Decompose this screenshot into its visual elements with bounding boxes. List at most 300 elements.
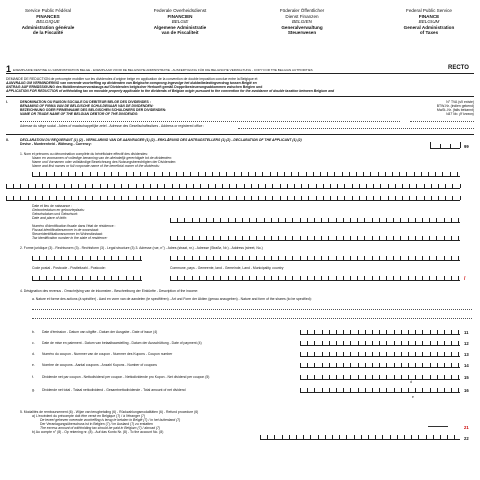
comb-tick	[415, 236, 416, 240]
comb-tick	[358, 352, 359, 356]
row-letter: g.	[32, 388, 35, 392]
comb-tick	[13, 184, 14, 188]
comb-tick	[375, 435, 376, 439]
comb-tick	[408, 352, 409, 356]
comb-tick	[271, 236, 272, 240]
comb-tick	[415, 341, 416, 345]
comb-tick	[251, 184, 252, 188]
comb-tick	[235, 236, 236, 240]
comb-tick	[222, 196, 223, 200]
beneficiary-name-field[interactable]	[32, 170, 460, 177]
item-5-block	[20, 410, 198, 435]
comb-tick	[234, 172, 235, 176]
comb-tick	[329, 375, 330, 379]
comb-tick	[287, 184, 288, 188]
comb-tick	[258, 196, 259, 200]
comb-tick	[400, 218, 401, 222]
comb-tick	[346, 435, 347, 439]
section-1-number: I.	[6, 100, 8, 104]
comb-tick	[292, 236, 293, 240]
comb-tick	[285, 256, 286, 260]
comb-tick	[184, 218, 185, 222]
code-21: 21	[464, 425, 469, 430]
comb-tick	[404, 435, 405, 439]
comb-tick	[422, 388, 423, 392]
comb-tick	[140, 172, 141, 176]
comb-tick	[177, 276, 178, 280]
comb-tick	[308, 184, 309, 188]
postal-code-label: Code postal - Postcode - Postleitzahl - Postcode:	[32, 266, 106, 270]
comb-tick	[256, 256, 257, 260]
comb-tick	[128, 184, 129, 188]
item-1-labels	[20, 152, 176, 168]
municipality-field[interactable]	[170, 274, 460, 281]
comb-tick	[386, 388, 387, 392]
comb-tick	[244, 184, 245, 188]
comb-tick	[386, 352, 387, 356]
comb-tick	[379, 363, 380, 367]
comb-tick	[68, 276, 69, 280]
comb-tick	[424, 184, 425, 188]
taxid-line: Tax identification number in the state of residence:	[32, 236, 108, 241]
comb-tick	[206, 218, 207, 222]
comb-tick	[365, 375, 366, 379]
comb-tick	[430, 330, 431, 334]
comb-tick	[437, 363, 438, 367]
postal-code-field[interactable]	[32, 274, 142, 281]
comb-tick	[343, 276, 344, 280]
comb-tick	[140, 276, 141, 280]
comb-tick	[380, 196, 381, 200]
comb-tick	[280, 184, 281, 188]
comb-tick	[379, 330, 380, 334]
comb-tick	[358, 388, 359, 392]
comb-tick	[401, 330, 402, 334]
comb-tick	[193, 196, 194, 200]
comb-tick	[68, 256, 69, 260]
comb-tick	[206, 256, 207, 260]
comb-tick	[343, 341, 344, 345]
birth-date-place-field[interactable]	[170, 216, 460, 223]
comb-tick	[422, 236, 423, 240]
section-1-line: BEZEICHNUNG ODER FIRMENNAME DES BELGISCHEN SCHULDNERS DER DIVIDENDEN:	[20, 108, 167, 113]
comb-tick	[365, 388, 366, 392]
comb-tick	[350, 363, 351, 367]
comb-tick	[356, 172, 357, 176]
comb-tick	[307, 388, 308, 392]
recto-label: RECTO	[448, 65, 469, 71]
comb-tick	[307, 341, 308, 345]
comb-tick	[193, 184, 194, 188]
comb-tick	[444, 276, 445, 280]
comb-tick	[386, 341, 387, 345]
comb-tick	[388, 184, 389, 188]
item-5-line: a) L'excédent du précompte doit être versé en Belgique (7) / à l'étranger (7)	[32, 414, 146, 419]
row-code: 11	[464, 330, 469, 335]
comb-tick	[401, 352, 402, 356]
comb-tick	[256, 218, 257, 222]
comb-tick	[444, 363, 445, 367]
comb-tick	[352, 196, 353, 200]
comb-tick	[199, 256, 200, 260]
comb-tick	[350, 388, 351, 392]
comb-tick	[172, 184, 173, 188]
comb-tick	[272, 184, 273, 188]
comb-tick	[54, 172, 55, 176]
comb-tick	[226, 172, 227, 176]
comb-tick	[336, 375, 337, 379]
comb-tick	[336, 236, 337, 240]
comb-tick	[444, 341, 445, 345]
comb-tick	[402, 184, 403, 188]
comb-tick	[97, 276, 98, 280]
comb-tick	[307, 236, 308, 240]
comb-tick	[451, 341, 452, 345]
comb-tick	[350, 236, 351, 240]
comb-tick	[256, 236, 257, 240]
row-letter: c.	[32, 341, 35, 345]
comb-tick	[343, 236, 344, 240]
header-line: Föderaler Öffentlicher	[279, 8, 325, 13]
section-1-line: NAME OR TRADE NAME OF THE BELGIAN DEBTOR OF THE DIVIDENDS:	[20, 112, 139, 117]
comb-tick	[213, 256, 214, 260]
comb-tick	[400, 276, 401, 280]
comb-tick	[272, 196, 273, 200]
comb-tick	[133, 256, 134, 260]
comb-tick	[357, 256, 358, 260]
comb-tick	[260, 435, 261, 439]
comb-tick	[150, 196, 151, 200]
comb-tick	[359, 184, 360, 188]
comb-tick	[460, 196, 461, 200]
comb-tick	[393, 236, 394, 240]
comb-tick	[339, 435, 340, 439]
account-number-field[interactable]	[260, 433, 460, 440]
comb-tick	[235, 276, 236, 280]
comb-tick	[372, 352, 373, 356]
comb-tick	[314, 352, 315, 356]
red-mark: /	[464, 276, 466, 282]
comb-tick	[421, 172, 422, 176]
row-letter: e.	[32, 363, 35, 367]
comb-tick	[350, 352, 351, 356]
section-1-line: BENAMING OF FIRMA VAN DE BELGISCHE SCHULDENAAR VAN DE DIVIDENDEN:	[20, 104, 154, 109]
comb-tick	[39, 256, 40, 260]
comb-tick	[75, 256, 76, 260]
comb-tick	[71, 184, 72, 188]
comb-tick	[35, 184, 36, 188]
comb-tick	[372, 341, 373, 345]
comb-tick	[370, 172, 371, 176]
comb-tick	[169, 172, 170, 176]
comb-tick	[368, 435, 369, 439]
comb-tick	[242, 256, 243, 260]
comb-tick	[385, 172, 386, 176]
comb-tick	[228, 236, 229, 240]
row-value-field[interactable]	[300, 361, 460, 368]
row-code: 12	[464, 341, 469, 346]
shares-nature-field[interactable]	[32, 309, 472, 310]
comb-tick	[300, 256, 301, 260]
comb-tick	[457, 172, 458, 176]
comb-tick	[372, 236, 373, 240]
item-5-line: The excess amount of withholding tax should be paid in Belgium (7) / abroad (7)	[40, 426, 161, 431]
header-col-en	[385, 8, 473, 36]
row-label: Dividende net par coupon - Nettodividend per coupon - Nettodividende pro Kupon - Net dividend per coupon (5)	[42, 375, 210, 379]
beneficiary-name-field-2[interactable]	[6, 182, 460, 189]
comb-tick	[336, 218, 337, 222]
comb-tick	[314, 218, 315, 222]
comb-tick	[364, 256, 365, 260]
comb-tick	[430, 375, 431, 379]
comb-tick	[61, 276, 62, 280]
comb-tick	[380, 184, 381, 188]
comb-tick	[133, 172, 134, 176]
comb-tick	[228, 256, 229, 260]
comb-tick	[386, 236, 387, 240]
comb-tick	[249, 236, 250, 240]
comb-tick	[366, 196, 367, 200]
refund-location-field[interactable]	[428, 426, 448, 427]
currency-field[interactable]	[430, 142, 460, 149]
item-5-line: Der Veranlagungsüberschuss ist in Belgien (7) / im Ausland (7) zu erstatten	[40, 422, 153, 427]
comb-tick	[136, 196, 137, 200]
header-line: FINANCE	[418, 13, 440, 19]
row-value-field[interactable]	[300, 386, 460, 393]
comb-tick	[90, 256, 91, 260]
comb-tick	[409, 196, 410, 200]
comb-tick	[206, 236, 207, 240]
tax-id-field[interactable]	[170, 234, 460, 241]
vat-line: VAT No. (if known)	[445, 112, 474, 117]
comb-tick	[82, 276, 83, 280]
comb-tick	[372, 256, 373, 260]
comb-tick	[328, 236, 329, 240]
comb-tick	[220, 218, 221, 222]
header-line: Federale Overheidsdienst	[153, 8, 207, 13]
section-2-title: DECLARATION DU REQUERANT (1) (2) - VERKLARING VAN DE AANVRAGER (1) (2) - ERKLÄRUNG DES ANTRAGSTELLERS (1) (2) - DECLARATION OF THE APPLICANT (1) (2)	[20, 138, 302, 142]
comb-tick	[313, 172, 314, 176]
item-4a-label: a. Nature et forme des actions (à spécifier) - Aard en vorm van de aandelen (te specifiëren) - Art und Form der Aktien (genau anzugeben) - Nature and form of the shares (to be specified):	[32, 297, 312, 301]
comb-tick	[270, 172, 271, 176]
comb-tick	[328, 218, 329, 222]
comb-tick	[438, 184, 439, 188]
comb-tick	[379, 218, 380, 222]
comb-tick	[278, 236, 279, 240]
comb-tick	[379, 236, 380, 240]
row-value-field[interactable]	[300, 339, 460, 346]
row-code: 16	[464, 388, 469, 393]
comb-tick	[323, 184, 324, 188]
intro-line: APPLICATION FOR REDUCTION of withholding tax on movable property applicable to the dividends of Belgian origin pursuant to the convention for the avoidance of double taxation between Belgium and	[6, 89, 335, 94]
comb-tick	[157, 184, 158, 188]
comb-tick	[314, 388, 315, 392]
comb-tick	[199, 218, 200, 222]
comb-tick	[249, 218, 250, 222]
row-value-field[interactable]	[300, 350, 460, 357]
legal-structure-field[interactable]	[32, 254, 142, 261]
comb-tick	[170, 218, 171, 222]
comb-tick	[82, 256, 83, 260]
comb-tick	[271, 276, 272, 280]
comb-tick	[336, 388, 337, 392]
comb-tick	[430, 363, 431, 367]
comb-tick	[415, 388, 416, 392]
comb-tick	[199, 276, 200, 280]
debtor-name-field[interactable]	[20, 121, 400, 122]
registered-office-label: Adresse du siège social - Adres of maatschappelijke zetel - Adresse des Gesellschaftssitzes - Address or registered office :	[20, 124, 205, 128]
comb-tick	[437, 388, 438, 392]
comb-tick	[460, 184, 461, 188]
item-5-line: b) Au compte n° (8) - Op rekening nr. (8) - Auf das Konto Nr. (8) - To the account No. (8)	[32, 430, 164, 435]
row-label: Nombre de coupons - Aantal coupons - Anzahl Kupons - Number of coupons	[42, 363, 157, 367]
comb-tick	[422, 330, 423, 334]
comb-tick	[458, 363, 459, 367]
comb-tick	[430, 352, 431, 356]
comb-tick	[429, 218, 430, 222]
comb-tick	[395, 196, 396, 200]
comb-tick	[325, 435, 326, 439]
comb-tick	[150, 184, 151, 188]
taxid-line: Steueridentifikationsnummer im Wohnsitzstaat:	[32, 232, 103, 237]
comb-tick	[20, 196, 21, 200]
comb-tick	[416, 184, 417, 188]
comb-tick	[242, 218, 243, 222]
comb-tick	[294, 196, 295, 200]
comb-tick	[386, 375, 387, 379]
comb-tick	[300, 363, 301, 367]
comb-tick	[349, 172, 350, 176]
beneficiary-name-field-3[interactable]	[6, 194, 460, 201]
taxid-line: Fiscaal identificatienummer in de woonstaat:	[32, 228, 99, 233]
comb-tick	[415, 375, 416, 379]
comb-tick	[179, 184, 180, 188]
comb-tick	[359, 196, 360, 200]
header-col-nl	[138, 8, 222, 36]
comb-tick	[322, 352, 323, 356]
row-value-field[interactable]	[300, 328, 460, 335]
comb-tick	[42, 184, 43, 188]
comb-tick	[436, 256, 437, 260]
comb-tick	[256, 276, 257, 280]
comb-tick	[357, 236, 358, 240]
comb-tick	[92, 196, 93, 200]
comb-tick	[318, 435, 319, 439]
comb-tick	[300, 388, 301, 392]
comb-tick	[361, 435, 362, 439]
birth-labels	[32, 204, 85, 220]
comb-tick	[379, 276, 380, 280]
comb-tick	[343, 363, 344, 367]
comb-tick	[192, 256, 193, 260]
comb-tick	[298, 172, 299, 176]
comb-tick	[118, 276, 119, 280]
comb-tick	[329, 341, 330, 345]
comb-tick	[344, 184, 345, 188]
comb-tick	[378, 172, 379, 176]
comb-tick	[300, 352, 301, 356]
comb-tick	[39, 172, 40, 176]
header-line: Steuerwesen	[287, 30, 317, 36]
comb-tick	[235, 256, 236, 260]
row-label: Date d'émission - Datum van uitgifte - Datum der Ausgabe - Date of issue (4)	[42, 330, 158, 334]
comb-tick	[350, 218, 351, 222]
comb-tick	[229, 196, 230, 200]
vat-labels	[410, 100, 474, 116]
comb-tick	[358, 341, 359, 345]
comb-tick	[75, 276, 76, 280]
comb-tick	[56, 184, 57, 188]
comb-tick	[397, 435, 398, 439]
comb-tick	[300, 375, 301, 379]
shares-nature-field-2[interactable]	[32, 318, 472, 319]
intro-line: DEMANDE DE REDUCTION de précompte mobilier sur les dividendes d'origine belge en application de la convention de double imposition conclue entre la Belgique et	[6, 77, 258, 81]
comb-tick	[444, 256, 445, 260]
comb-tick	[321, 218, 322, 222]
address-field[interactable]	[170, 254, 460, 261]
comb-tick	[170, 256, 171, 260]
comb-tick	[46, 256, 47, 260]
comb-tick	[206, 276, 207, 280]
comb-tick	[251, 196, 252, 200]
comb-tick	[177, 256, 178, 260]
comb-tick	[104, 256, 105, 260]
divider	[6, 73, 474, 74]
comb-tick	[258, 184, 259, 188]
row-code: 15	[464, 375, 469, 380]
registered-office-field[interactable]	[238, 128, 474, 129]
comb-tick	[42, 196, 43, 200]
comb-tick	[454, 435, 455, 439]
comb-tick	[32, 276, 33, 280]
header-line: BELGIE	[171, 19, 189, 25]
comb-tick	[458, 218, 459, 222]
comb-tick	[265, 184, 266, 188]
row-code: 14	[464, 363, 469, 368]
row-value-field[interactable]	[300, 373, 460, 380]
comb-tick	[357, 218, 358, 222]
comb-tick	[314, 256, 315, 260]
intro-line: AANVRAAG OM VERMINDERING van roerende voorheffing op dividenden van Belgische oorsprong ingevolge het dubbelbelastingverdrag tussen België en	[6, 81, 257, 86]
comb-tick	[372, 276, 373, 280]
comb-tick	[114, 184, 115, 188]
comb-tick	[429, 276, 430, 280]
comb-tick	[400, 256, 401, 260]
comb-tick	[162, 172, 163, 176]
birth-line: Date et lieu de naissance :	[32, 204, 72, 208]
comb-tick	[82, 172, 83, 176]
comb-tick	[307, 352, 308, 356]
comb-tick	[350, 276, 351, 280]
comb-tick	[280, 196, 281, 200]
comb-tick	[408, 218, 409, 222]
item-2-3-label: 2. Forme juridique (3) - Rechtsvorm (3) - Rechtsform (3) - Legal structure (3) 3. Adresse (rue, n°) - Adres (straat, nr.) - Adresse (Straße, Nr.) - Address (street, No.)	[20, 246, 263, 250]
comb-tick	[458, 256, 459, 260]
comb-tick	[386, 276, 387, 280]
comb-tick	[100, 196, 101, 200]
comb-tick	[444, 218, 445, 222]
comb-tick	[236, 196, 237, 200]
comb-tick	[308, 196, 309, 200]
comb-tick	[444, 388, 445, 392]
vat-line: MwSt.-Nr. (falls bekannt)	[436, 108, 474, 113]
comb-tick	[241, 172, 242, 176]
comb-tick	[78, 196, 79, 200]
vat-number-field[interactable]	[410, 121, 474, 122]
comb-tick	[422, 341, 423, 345]
comb-tick	[13, 196, 14, 200]
comb-tick	[447, 435, 448, 439]
